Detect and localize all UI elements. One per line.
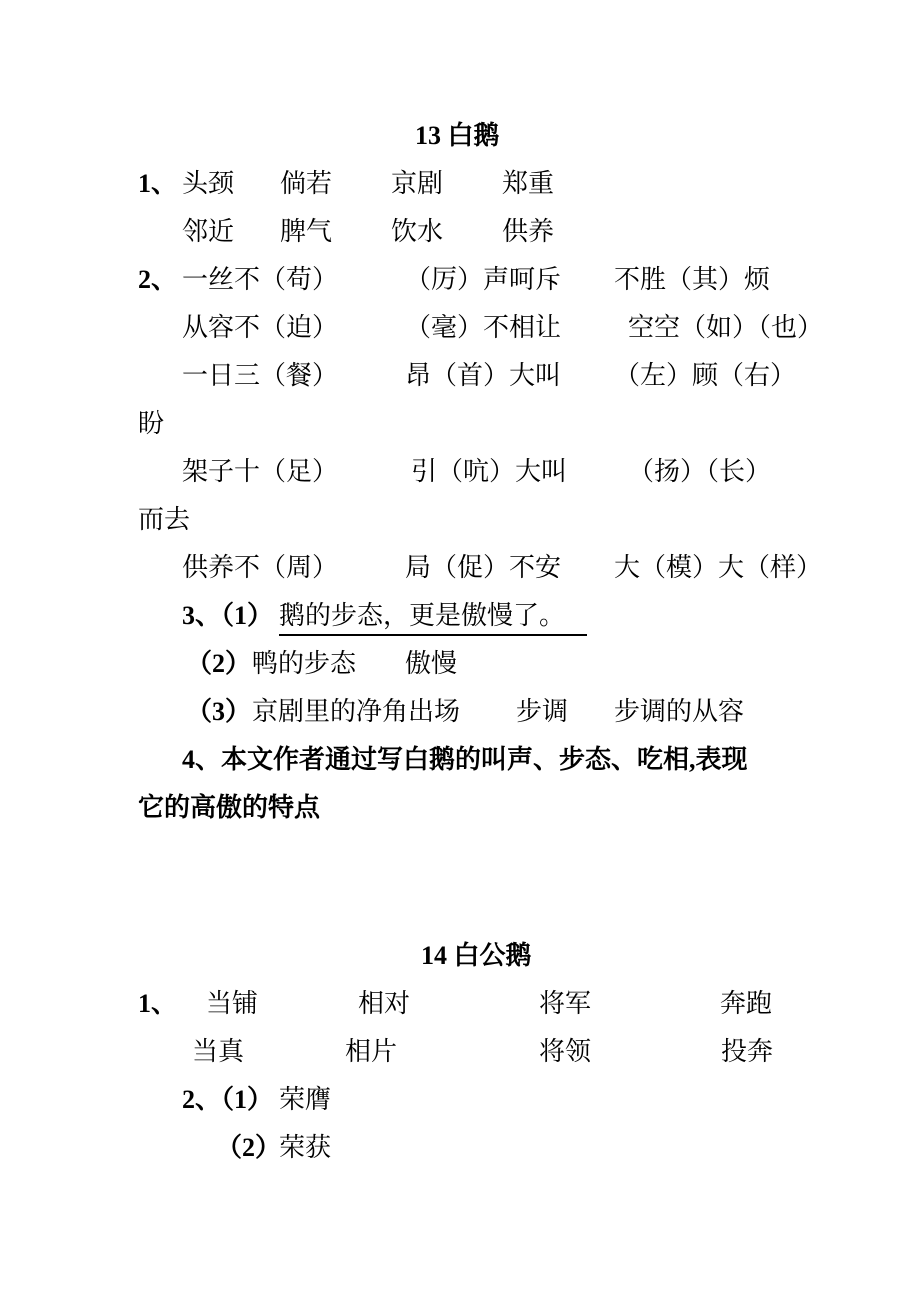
word: 脾气 (280, 217, 333, 246)
idiom: （厉）声呵斥 (405, 265, 562, 294)
word: 奔跑 (720, 989, 773, 1018)
idiom: 引（吭）大叫 (411, 457, 568, 486)
idiom: 局（促）不安 (405, 553, 562, 582)
word: 供养 (502, 217, 555, 246)
l13-q2-number: 2、 (138, 265, 178, 294)
idiom: 一丝不（苟） (182, 265, 339, 294)
l14-q2-prefix: 2、（1） (182, 1085, 274, 1114)
word: 倘若 (280, 169, 333, 198)
word: 相对 (358, 989, 411, 1018)
idiom-continuation: 盼 (138, 409, 165, 438)
idiom: 从容不（迫） (182, 313, 339, 342)
word: 相片 (345, 1037, 398, 1066)
answer: 步调的从容 (614, 697, 745, 726)
idiom-continuation: 而去 (138, 505, 191, 534)
sub-number: （3） (186, 697, 252, 726)
answer: 荣膺 (279, 1085, 332, 1114)
word: 当真 (192, 1037, 245, 1066)
word: 京剧 (391, 169, 444, 198)
idiom: （毫）不相让 (405, 313, 562, 342)
word: 当铺 (206, 989, 259, 1018)
idiom: 空空（如）（也） (628, 313, 824, 342)
answer: 荣获 (279, 1133, 332, 1162)
l13-q3-prefix: 3、（1） (182, 601, 274, 630)
word: 饮水 (391, 217, 444, 246)
l14-q1-number: 1、 (138, 989, 178, 1018)
answer: 步调 (516, 697, 569, 726)
answer: 京剧里的净角出场 (252, 697, 461, 726)
idiom: 一日三（餐） (182, 361, 339, 390)
word: 投奔 (721, 1037, 774, 1066)
sub-number: （2） (216, 1133, 282, 1162)
answer: 傲慢 (405, 649, 458, 678)
lesson-13-title: 13 白鹅 (415, 121, 500, 150)
l13-q1-number: 1、 (138, 169, 178, 198)
idiom: （左）顾（右） (614, 361, 797, 390)
idiom: 大（模）大（样） (614, 553, 823, 582)
sub-number: （2） (186, 649, 252, 678)
word: 将领 (539, 1037, 592, 1066)
word: 郑重 (502, 169, 555, 198)
word: 将军 (539, 989, 592, 1018)
answer: 鸭的步态 (252, 649, 357, 678)
idiom: 架子十（足） (182, 457, 339, 486)
lesson-14-title: 14 白公鹅 (421, 941, 532, 970)
idiom: （扬）（长） (628, 457, 772, 486)
idiom: 供养不（周） (182, 553, 339, 582)
q4-text: 它的高傲的特点 (138, 793, 321, 822)
idiom: 不胜（其）烦 (614, 265, 771, 294)
idiom: 昂（首）大叫 (405, 361, 562, 390)
q4-text: 4、本文作者通过写白鹅的叫声、步态、吃相,表现 (182, 745, 748, 774)
underlined-answer: 鹅的步态，更是傲慢了。 (279, 599, 587, 636)
word: 头颈 (182, 169, 235, 198)
word: 邻近 (182, 217, 235, 246)
